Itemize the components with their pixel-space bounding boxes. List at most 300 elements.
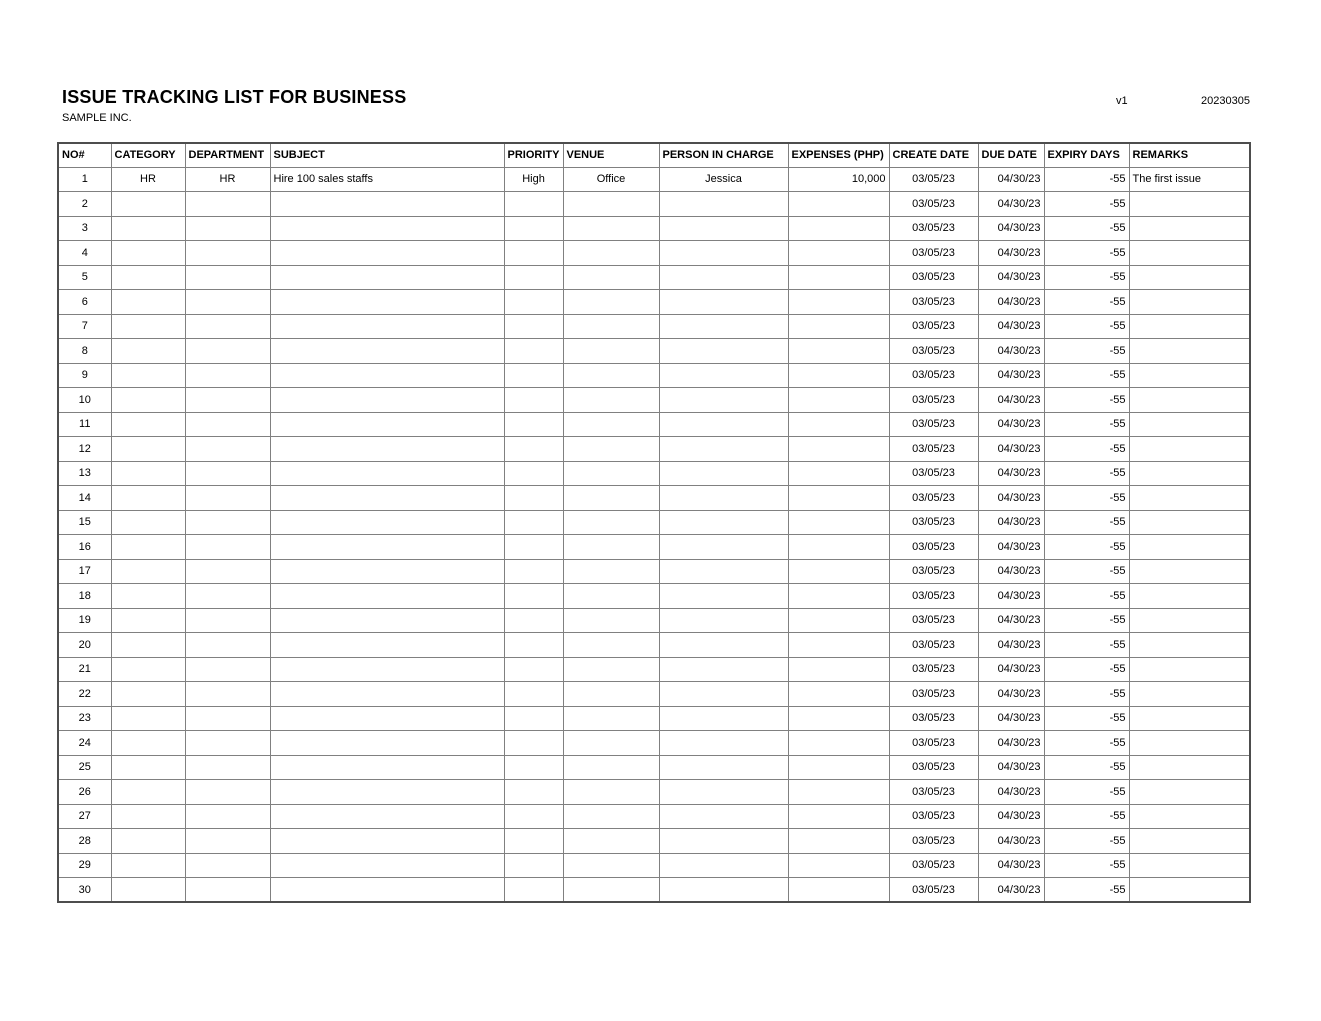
cell-no: 3: [58, 216, 111, 241]
cell-remarks: [1129, 192, 1250, 217]
cell-due_date: 04/30/23: [978, 755, 1044, 780]
cell-priority: [504, 241, 563, 266]
table-row: [58, 633, 1250, 658]
cell-department: [185, 608, 270, 633]
cell-create_date: 03/05/23: [889, 657, 978, 682]
cell-subject: [270, 780, 504, 805]
cell-venue: [563, 608, 659, 633]
cell-expenses_php: [788, 535, 889, 560]
cell-expiry_days: -55: [1044, 192, 1129, 217]
cell-expiry_days: -55: [1044, 706, 1129, 731]
cell-expiry_days: -55: [1044, 241, 1129, 266]
cell-expiry_days: -55: [1044, 780, 1129, 805]
cell-category: [111, 412, 185, 437]
cell-subject: [270, 265, 504, 290]
cell-remarks: [1129, 486, 1250, 511]
cell-remarks: [1129, 657, 1250, 682]
cell-due_date: 04/30/23: [978, 633, 1044, 658]
cell-person_in_charge: [659, 829, 788, 854]
cell-create_date: 03/05/23: [889, 486, 978, 511]
cell-expenses_php: [788, 388, 889, 413]
cell-category: [111, 853, 185, 878]
cell-remarks: [1129, 731, 1250, 756]
cell-category: [111, 290, 185, 315]
cell-expiry_days: -55: [1044, 339, 1129, 364]
cell-create_date: 03/05/23: [889, 878, 978, 903]
cell-expenses_php: [788, 608, 889, 633]
table-row: [58, 388, 1250, 413]
cell-category: [111, 265, 185, 290]
cell-person_in_charge: [659, 314, 788, 339]
cell-subject: [270, 412, 504, 437]
cell-category: HR: [111, 167, 185, 192]
cell-venue: [563, 510, 659, 535]
cell-priority: [504, 363, 563, 388]
cell-venue: [563, 755, 659, 780]
cell-venue: [563, 706, 659, 731]
cell-person_in_charge: [659, 461, 788, 486]
cell-expiry_days: -55: [1044, 535, 1129, 560]
cell-venue: Office: [563, 167, 659, 192]
cell-remarks: [1129, 755, 1250, 780]
column-header-no: NO#: [58, 143, 111, 167]
table-row: [58, 780, 1250, 805]
column-header-priority: PRIORITY: [504, 143, 563, 167]
cell-venue: [563, 388, 659, 413]
cell-person_in_charge: [659, 265, 788, 290]
cell-expiry_days: -55: [1044, 461, 1129, 486]
table-row: [58, 192, 1250, 217]
column-header-venue: VENUE: [563, 143, 659, 167]
cell-due_date: 04/30/23: [978, 535, 1044, 560]
cell-person_in_charge: [659, 731, 788, 756]
cell-due_date: 04/30/23: [978, 241, 1044, 266]
cell-expenses_php: [788, 290, 889, 315]
cell-expiry_days: -55: [1044, 363, 1129, 388]
cell-expiry_days: -55: [1044, 804, 1129, 829]
cell-department: [185, 829, 270, 854]
cell-no: 27: [58, 804, 111, 829]
cell-subject: [270, 559, 504, 584]
cell-person_in_charge: [659, 437, 788, 462]
cell-expenses_php: [788, 755, 889, 780]
cell-department: [185, 584, 270, 609]
cell-venue: [563, 584, 659, 609]
cell-subject: [270, 731, 504, 756]
cell-category: [111, 657, 185, 682]
cell-create_date: 03/05/23: [889, 559, 978, 584]
cell-subject: [270, 437, 504, 462]
cell-person_in_charge: [659, 755, 788, 780]
cell-due_date: 04/30/23: [978, 216, 1044, 241]
cell-expiry_days: -55: [1044, 437, 1129, 462]
cell-person_in_charge: [659, 412, 788, 437]
cell-due_date: 04/30/23: [978, 608, 1044, 633]
cell-subject: [270, 363, 504, 388]
cell-subject: [270, 829, 504, 854]
cell-expiry_days: -55: [1044, 633, 1129, 658]
cell-department: [185, 706, 270, 731]
table-row: [58, 314, 1250, 339]
cell-expenses_php: [788, 682, 889, 707]
cell-venue: [563, 829, 659, 854]
cell-department: [185, 265, 270, 290]
cell-expiry_days: -55: [1044, 853, 1129, 878]
cell-category: [111, 804, 185, 829]
cell-department: [185, 878, 270, 903]
cell-subject: [270, 388, 504, 413]
table-row: [58, 706, 1250, 731]
cell-due_date: 04/30/23: [978, 853, 1044, 878]
cell-subject: Hire 100 sales staffs: [270, 167, 504, 192]
company-name: SAMPLE INC.: [62, 112, 132, 124]
cell-create_date: 03/05/23: [889, 461, 978, 486]
cell-create_date: 03/05/23: [889, 608, 978, 633]
cell-due_date: 04/30/23: [978, 657, 1044, 682]
cell-no: 18: [58, 584, 111, 609]
cell-no: 16: [58, 535, 111, 560]
cell-category: [111, 584, 185, 609]
table-row: [58, 510, 1250, 535]
cell-remarks: [1129, 437, 1250, 462]
cell-no: 24: [58, 731, 111, 756]
cell-no: 6: [58, 290, 111, 315]
issue-tracking-table: [57, 142, 1251, 903]
cell-create_date: 03/05/23: [889, 780, 978, 805]
cell-priority: [504, 633, 563, 658]
column-header-due-date: DUE DATE: [978, 143, 1044, 167]
cell-no: 8: [58, 339, 111, 364]
table-row: [58, 412, 1250, 437]
cell-venue: [563, 412, 659, 437]
cell-priority: [504, 706, 563, 731]
cell-department: [185, 853, 270, 878]
cell-person_in_charge: [659, 780, 788, 805]
cell-subject: [270, 461, 504, 486]
cell-department: [185, 290, 270, 315]
cell-due_date: 04/30/23: [978, 290, 1044, 315]
cell-venue: [563, 853, 659, 878]
cell-category: [111, 633, 185, 658]
table-row: [58, 535, 1250, 560]
cell-venue: [563, 731, 659, 756]
cell-person_in_charge: [659, 486, 788, 511]
cell-create_date: 03/05/23: [889, 853, 978, 878]
cell-department: [185, 486, 270, 511]
cell-venue: [563, 486, 659, 511]
cell-category: [111, 192, 185, 217]
cell-no: 12: [58, 437, 111, 462]
table-row: [58, 167, 1250, 192]
cell-priority: [504, 412, 563, 437]
cell-priority: [504, 731, 563, 756]
cell-category: [111, 486, 185, 511]
cell-remarks: [1129, 314, 1250, 339]
cell-due_date: 04/30/23: [978, 682, 1044, 707]
cell-expiry_days: -55: [1044, 682, 1129, 707]
cell-person_in_charge: [659, 633, 788, 658]
cell-subject: [270, 706, 504, 731]
cell-expiry_days: -55: [1044, 486, 1129, 511]
cell-expiry_days: -55: [1044, 290, 1129, 315]
cell-expenses_php: [788, 510, 889, 535]
cell-department: [185, 559, 270, 584]
cell-expenses_php: [788, 486, 889, 511]
cell-due_date: 04/30/23: [978, 584, 1044, 609]
cell-person_in_charge: [659, 559, 788, 584]
cell-person_in_charge: [659, 535, 788, 560]
cell-person_in_charge: [659, 241, 788, 266]
cell-expiry_days: -55: [1044, 608, 1129, 633]
cell-priority: [504, 192, 563, 217]
cell-priority: High: [504, 167, 563, 192]
table-row: [58, 608, 1250, 633]
table-header: [58, 143, 1250, 167]
cell-remarks: [1129, 265, 1250, 290]
cell-priority: [504, 216, 563, 241]
cell-subject: [270, 241, 504, 266]
table-row: [58, 682, 1250, 707]
cell-create_date: 03/05/23: [889, 388, 978, 413]
table-row: [58, 559, 1250, 584]
cell-expiry_days: -55: [1044, 510, 1129, 535]
cell-remarks: [1129, 510, 1250, 535]
cell-priority: [504, 608, 563, 633]
cell-create_date: 03/05/23: [889, 584, 978, 609]
cell-expenses_php: [788, 584, 889, 609]
cell-remarks: [1129, 216, 1250, 241]
cell-person_in_charge: [659, 878, 788, 903]
cell-no: 26: [58, 780, 111, 805]
cell-expenses_php: [788, 853, 889, 878]
cell-remarks: [1129, 804, 1250, 829]
cell-category: [111, 780, 185, 805]
cell-venue: [563, 780, 659, 805]
cell-department: HR: [185, 167, 270, 192]
cell-department: [185, 314, 270, 339]
cell-expiry_days: -55: [1044, 167, 1129, 192]
cell-priority: [504, 584, 563, 609]
cell-department: [185, 192, 270, 217]
cell-expenses_php: [788, 339, 889, 364]
cell-department: [185, 461, 270, 486]
cell-person_in_charge: [659, 216, 788, 241]
cell-subject: [270, 584, 504, 609]
cell-create_date: 03/05/23: [889, 682, 978, 707]
cell-expenses_php: 10,000: [788, 167, 889, 192]
cell-create_date: 03/05/23: [889, 339, 978, 364]
cell-department: [185, 388, 270, 413]
cell-person_in_charge: [659, 706, 788, 731]
cell-expenses_php: [788, 780, 889, 805]
cell-category: [111, 314, 185, 339]
page-title: ISSUE TRACKING LIST FOR BUSINESS: [62, 87, 407, 107]
cell-priority: [504, 388, 563, 413]
cell-remarks: The first issue: [1129, 167, 1250, 192]
cell-priority: [504, 510, 563, 535]
cell-priority: [504, 559, 563, 584]
column-header-person-in-charge: PERSON IN CHARGE: [659, 143, 788, 167]
cell-venue: [563, 559, 659, 584]
cell-no: 5: [58, 265, 111, 290]
cell-due_date: 04/30/23: [978, 510, 1044, 535]
cell-person_in_charge: [659, 682, 788, 707]
cell-expenses_php: [788, 829, 889, 854]
column-header-department: DEPARTMENT: [185, 143, 270, 167]
cell-venue: [563, 363, 659, 388]
cell-remarks: [1129, 461, 1250, 486]
cell-department: [185, 339, 270, 364]
cell-no: 17: [58, 559, 111, 584]
cell-create_date: 03/05/23: [889, 437, 978, 462]
cell-priority: [504, 780, 563, 805]
cell-priority: [504, 853, 563, 878]
cell-remarks: [1129, 682, 1250, 707]
cell-person_in_charge: [659, 657, 788, 682]
cell-remarks: [1129, 878, 1250, 903]
cell-expenses_php: [788, 804, 889, 829]
cell-expiry_days: -55: [1044, 216, 1129, 241]
cell-department: [185, 510, 270, 535]
cell-department: [185, 682, 270, 707]
cell-expenses_php: [788, 633, 889, 658]
cell-priority: [504, 878, 563, 903]
cell-subject: [270, 878, 504, 903]
cell-subject: [270, 192, 504, 217]
cell-venue: [563, 682, 659, 707]
cell-subject: [270, 535, 504, 560]
cell-create_date: 03/05/23: [889, 804, 978, 829]
table-row: [58, 241, 1250, 266]
cell-department: [185, 755, 270, 780]
cell-category: [111, 608, 185, 633]
cell-venue: [563, 339, 659, 364]
cell-expiry_days: -55: [1044, 314, 1129, 339]
cell-venue: [563, 878, 659, 903]
cell-priority: [504, 682, 563, 707]
cell-remarks: [1129, 412, 1250, 437]
table-row: [58, 461, 1250, 486]
cell-subject: [270, 633, 504, 658]
cell-no: 22: [58, 682, 111, 707]
cell-expiry_days: -55: [1044, 559, 1129, 584]
cell-subject: [270, 290, 504, 315]
cell-department: [185, 535, 270, 560]
cell-no: 20: [58, 633, 111, 658]
column-header-subject: SUBJECT: [270, 143, 504, 167]
cell-remarks: [1129, 706, 1250, 731]
cell-category: [111, 363, 185, 388]
cell-venue: [563, 265, 659, 290]
cell-due_date: 04/30/23: [978, 363, 1044, 388]
cell-no: 28: [58, 829, 111, 854]
cell-due_date: 04/30/23: [978, 706, 1044, 731]
cell-category: [111, 388, 185, 413]
table-row: [58, 829, 1250, 854]
cell-person_in_charge: [659, 584, 788, 609]
cell-remarks: [1129, 633, 1250, 658]
cell-category: [111, 829, 185, 854]
cell-create_date: 03/05/23: [889, 192, 978, 217]
cell-remarks: [1129, 584, 1250, 609]
cell-remarks: [1129, 608, 1250, 633]
cell-venue: [563, 241, 659, 266]
cell-priority: [504, 461, 563, 486]
cell-create_date: 03/05/23: [889, 633, 978, 658]
cell-venue: [563, 804, 659, 829]
cell-remarks: [1129, 241, 1250, 266]
cell-create_date: 03/05/23: [889, 755, 978, 780]
cell-create_date: 03/05/23: [889, 167, 978, 192]
cell-due_date: 04/30/23: [978, 388, 1044, 413]
cell-subject: [270, 216, 504, 241]
cell-due_date: 04/30/23: [978, 461, 1044, 486]
cell-expenses_php: [788, 657, 889, 682]
table-row: [58, 853, 1250, 878]
cell-due_date: 04/30/23: [978, 804, 1044, 829]
cell-create_date: 03/05/23: [889, 265, 978, 290]
cell-subject: [270, 853, 504, 878]
table-row: [58, 216, 1250, 241]
version-label: v1: [1116, 95, 1128, 107]
cell-subject: [270, 314, 504, 339]
cell-create_date: 03/05/23: [889, 706, 978, 731]
cell-remarks: [1129, 829, 1250, 854]
cell-expenses_php: [788, 265, 889, 290]
cell-person_in_charge: [659, 290, 788, 315]
cell-subject: [270, 510, 504, 535]
cell-expiry_days: -55: [1044, 878, 1129, 903]
cell-due_date: 04/30/23: [978, 780, 1044, 805]
column-header-category: CATEGORY: [111, 143, 185, 167]
cell-create_date: 03/05/23: [889, 731, 978, 756]
cell-due_date: 04/30/23: [978, 314, 1044, 339]
cell-no: 19: [58, 608, 111, 633]
cell-category: [111, 559, 185, 584]
cell-expiry_days: -55: [1044, 584, 1129, 609]
cell-venue: [563, 192, 659, 217]
column-header-remarks: REMARKS: [1129, 143, 1250, 167]
cell-due_date: 04/30/23: [978, 731, 1044, 756]
cell-remarks: [1129, 559, 1250, 584]
cell-expiry_days: -55: [1044, 388, 1129, 413]
cell-department: [185, 216, 270, 241]
cell-expenses_php: [788, 192, 889, 217]
cell-expenses_php: [788, 363, 889, 388]
table-body: [58, 167, 1250, 902]
cell-no: 14: [58, 486, 111, 511]
cell-person_in_charge: [659, 192, 788, 217]
cell-venue: [563, 290, 659, 315]
cell-category: [111, 706, 185, 731]
cell-department: [185, 633, 270, 658]
cell-department: [185, 241, 270, 266]
table-row: [58, 363, 1250, 388]
cell-priority: [504, 339, 563, 364]
cell-venue: [563, 633, 659, 658]
cell-remarks: [1129, 290, 1250, 315]
cell-category: [111, 878, 185, 903]
cell-subject: [270, 339, 504, 364]
column-header-expenses: EXPENSES (PHP): [788, 143, 889, 167]
cell-expenses_php: [788, 241, 889, 266]
table-row: [58, 584, 1250, 609]
cell-no: 25: [58, 755, 111, 780]
cell-department: [185, 437, 270, 462]
cell-create_date: 03/05/23: [889, 241, 978, 266]
cell-department: [185, 804, 270, 829]
table-row: [58, 339, 1250, 364]
